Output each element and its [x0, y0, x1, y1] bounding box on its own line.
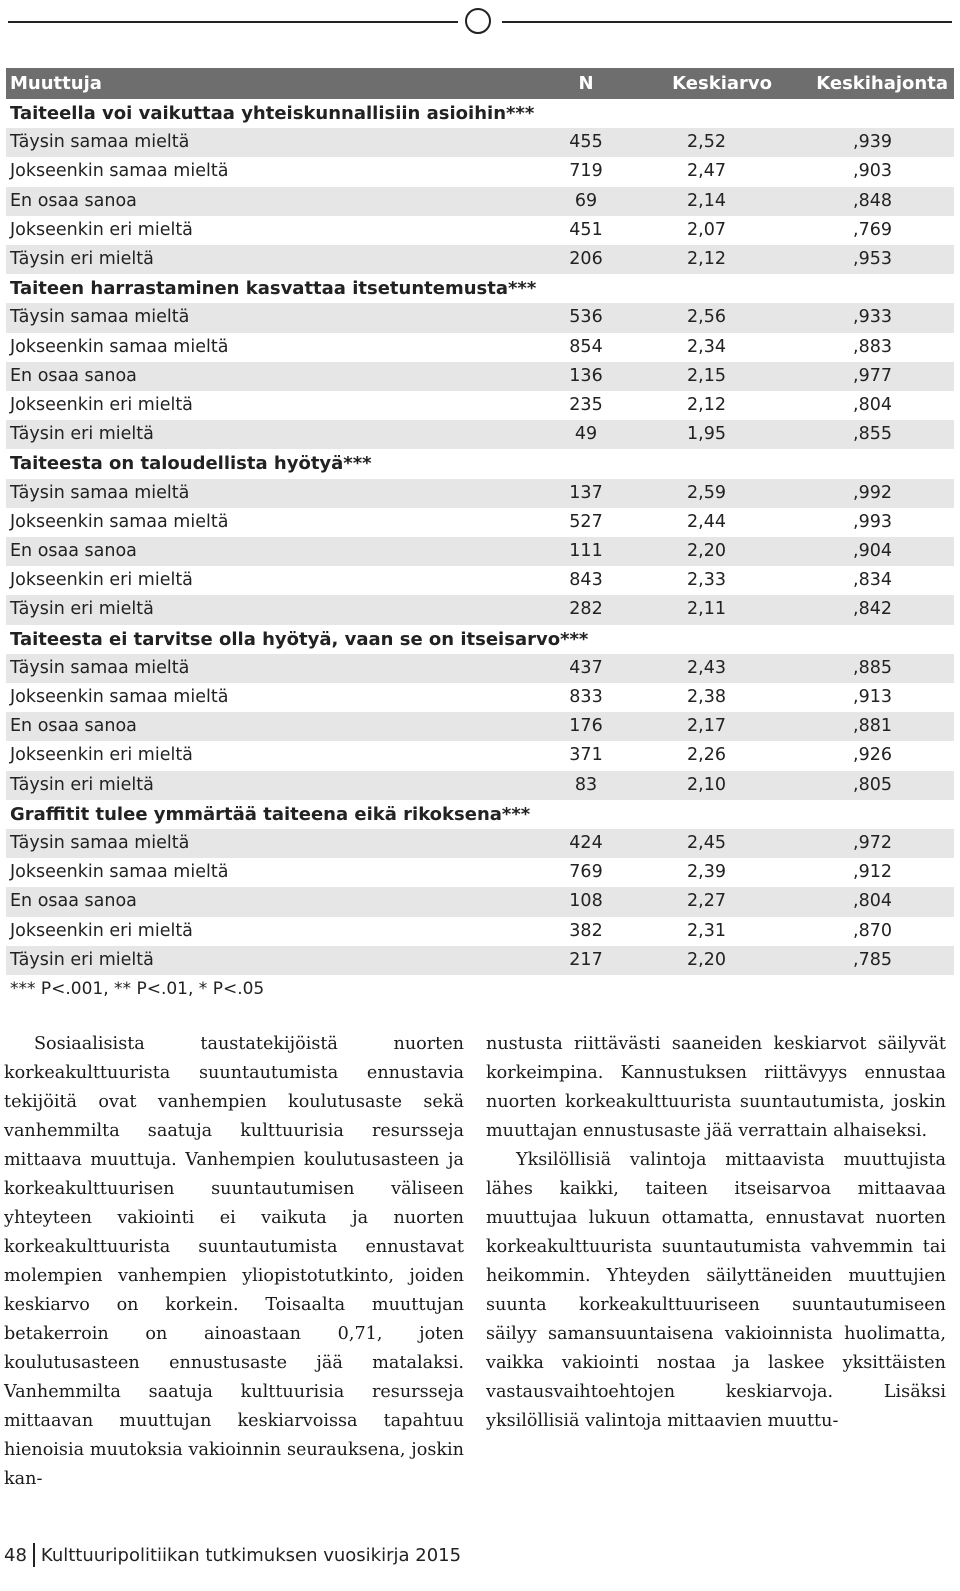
table-row: [6, 128, 954, 157]
group-row: [6, 800, 954, 829]
table-row: [6, 741, 954, 770]
row-label: Täysin samaa mieltä: [6, 654, 526, 683]
row-sd: ,834: [796, 566, 954, 595]
row-sd: ,785: [796, 946, 954, 975]
body-column-left: [4, 1030, 464, 1494]
row-label: Jokseenkin eri mieltä: [6, 917, 526, 946]
header-sd: Keskihajonta: [796, 68, 954, 99]
group-title: Taiteesta ei tarvitse olla hyötyä, vaan se on itseisarvo***: [6, 625, 954, 654]
row-sd: ,842: [796, 595, 954, 624]
row-n: 137: [526, 479, 646, 508]
row-n: 382: [526, 917, 646, 946]
row-mean: 2,20: [646, 946, 796, 975]
table-body: [6, 99, 954, 1004]
table-row: [6, 654, 954, 683]
table-header-row: [6, 68, 954, 99]
row-mean: 2,31: [646, 917, 796, 946]
row-label: Jokseenkin samaa mieltä: [6, 683, 526, 712]
row-mean: 2,07: [646, 216, 796, 245]
row-n: 437: [526, 654, 646, 683]
group-row: [6, 449, 954, 478]
row-n: 108: [526, 887, 646, 916]
row-sd: ,804: [796, 887, 954, 916]
group-row: [6, 99, 954, 128]
row-mean: 2,56: [646, 303, 796, 332]
table-row: [6, 303, 954, 332]
row-n: 235: [526, 391, 646, 420]
page-number: 48: [4, 1544, 27, 1566]
significance-note-row: [6, 975, 954, 1004]
table-row: [6, 333, 954, 362]
row-sd: ,992: [796, 479, 954, 508]
row-label: Täysin samaa mieltä: [6, 829, 526, 858]
row-n: 176: [526, 712, 646, 741]
group-title: Taiteen harrastaminen kasvattaa itsetuntemusta***: [6, 274, 954, 303]
row-n: 282: [526, 595, 646, 624]
row-sd: ,804: [796, 391, 954, 420]
header-ornament: [0, 4, 960, 38]
page-footer: [0, 1540, 461, 1570]
row-sd: ,913: [796, 683, 954, 712]
row-label: En osaa sanoa: [6, 362, 526, 391]
row-label: Jokseenkin samaa mieltä: [6, 157, 526, 186]
ornament-circle-icon: [465, 8, 491, 34]
group-row: [6, 274, 954, 303]
table-row: [6, 771, 954, 800]
row-label: Jokseenkin eri mieltä: [6, 566, 526, 595]
row-label: Täysin samaa mieltä: [6, 128, 526, 157]
row-mean: 2,45: [646, 829, 796, 858]
row-label: Jokseenkin eri mieltä: [6, 216, 526, 245]
row-n: 455: [526, 128, 646, 157]
row-label: Täysin samaa mieltä: [6, 479, 526, 508]
paragraph: Sosiaalisista taustatekijöistä nuorten korkeakulttuurista suuntautumista ennustavia tekijöitä ovat vanhempien koulutusaste sekä vanhemmilta saatuja kulttuurisia resursseja mittaava muuttuja. Vanhempien koulutusasteen ja korkeakulttuurisen suuntautumisen väliseen yhteyteen vakiointi ei vaikuta ja nuorten korkeakulttuurista suuntautumista ennustavat molempien vanhempien yliopistotutkinto, joiden keskiarvo on korkein. Toisaalta muuttujan betakerroin on ainoastaan 0,71, joten koulutusasteen ennustusaste jää matalaksi. Vanhemmilta saatuja kulttuurisia resursseja mittaavan muuttujan keskiarvoissa tapahtuu hienoisia muutoksia vakioinnin seurauksena, joskin kan-: [4, 1034, 464, 1489]
row-mean: 2,12: [646, 391, 796, 420]
row-n: 111: [526, 537, 646, 566]
row-n: 719: [526, 157, 646, 186]
row-sd: ,881: [796, 712, 954, 741]
row-mean: 2,38: [646, 683, 796, 712]
table-row: [6, 508, 954, 537]
row-n: 769: [526, 858, 646, 887]
header-variable: Muuttuja: [6, 68, 526, 99]
row-label: En osaa sanoa: [6, 537, 526, 566]
statistics-table: [6, 68, 954, 1004]
row-sd: ,977: [796, 362, 954, 391]
row-sd: ,769: [796, 216, 954, 245]
table-row: [6, 917, 954, 946]
row-label: En osaa sanoa: [6, 887, 526, 916]
row-mean: 2,47: [646, 157, 796, 186]
row-sd: ,885: [796, 654, 954, 683]
row-label: Täysin eri mieltä: [6, 595, 526, 624]
significance-note: *** P<.001, ** P<.01, * P<.05: [6, 975, 954, 1004]
row-sd: ,870: [796, 917, 954, 946]
row-label: Jokseenkin eri mieltä: [6, 391, 526, 420]
row-mean: 2,34: [646, 333, 796, 362]
row-label: Jokseenkin eri mieltä: [6, 741, 526, 770]
row-label: Täysin samaa mieltä: [6, 303, 526, 332]
row-mean: 2,43: [646, 654, 796, 683]
table-row: [6, 566, 954, 595]
row-n: 69: [526, 187, 646, 216]
row-n: 527: [526, 508, 646, 537]
header-n: N: [526, 68, 646, 99]
row-n: 854: [526, 333, 646, 362]
row-sd: ,848: [796, 187, 954, 216]
row-mean: 2,59: [646, 479, 796, 508]
table-row: [6, 391, 954, 420]
row-sd: ,805: [796, 771, 954, 800]
table-row: [6, 712, 954, 741]
row-n: 49: [526, 420, 646, 449]
group-title: Graffitit tulee ymmärtää taiteena eikä rikoksena***: [6, 800, 954, 829]
table-row: [6, 479, 954, 508]
paragraph-continuation: nustusta riittävästi saaneiden keskiarvot säilyvät korkeimpina. Kannustuksen riittävyys ennustaa nuorten korkeakulttuurista suuntautumista, joskin muuttajan ennustusaste jää verrattain alhaiseksi.: [486, 1034, 946, 1141]
row-mean: 2,11: [646, 595, 796, 624]
row-label: En osaa sanoa: [6, 187, 526, 216]
row-label: Täysin eri mieltä: [6, 245, 526, 274]
row-mean: 2,15: [646, 362, 796, 391]
row-mean: 2,12: [646, 245, 796, 274]
table-row: [6, 595, 954, 624]
table-row: [6, 187, 954, 216]
group-title: Taiteesta on taloudellista hyötyä***: [6, 449, 954, 478]
header-mean: Keskiarvo: [646, 68, 796, 99]
row-sd: ,855: [796, 420, 954, 449]
table-row: [6, 946, 954, 975]
row-sd: ,939: [796, 128, 954, 157]
table-row: [6, 537, 954, 566]
row-mean: 2,14: [646, 187, 796, 216]
row-label: Jokseenkin samaa mieltä: [6, 508, 526, 537]
row-mean: 2,10: [646, 771, 796, 800]
table-row: [6, 245, 954, 274]
ornament-line-left: [8, 21, 458, 23]
row-label: Jokseenkin samaa mieltä: [6, 858, 526, 887]
row-mean: 2,39: [646, 858, 796, 887]
table-row: [6, 362, 954, 391]
row-mean: 2,27: [646, 887, 796, 916]
row-mean: 2,20: [646, 537, 796, 566]
row-n: 83: [526, 771, 646, 800]
row-mean: 2,44: [646, 508, 796, 537]
row-sd: ,904: [796, 537, 954, 566]
row-n: 217: [526, 946, 646, 975]
row-mean: 2,52: [646, 128, 796, 157]
ornament-line-right: [502, 21, 952, 23]
row-n: 424: [526, 829, 646, 858]
row-n: 136: [526, 362, 646, 391]
row-mean: 2,17: [646, 712, 796, 741]
row-sd: ,912: [796, 858, 954, 887]
table-row: [6, 157, 954, 186]
paragraph: Yksilöllisiä valintoja mittaavista muuttujista lähes kaikki, taiteen itseisarvoa mittaavaa muuttujaa lukuun ottamatta, ennustavat nuorten korkeakulttuurista suuntautumista vahvemmin tai heikommin. Yhteyden säilyttäneiden muuttujien suunta korkeakulttuuriseen suuntautumiseen säilyy samansuuntaisena vakioinnista huolimatta, vaikka vakiointi nostaa ja laskee yksittäisten vastausvaihtoehtojen keskiarvoja. Lisäksi yksilöllisiä valintoja mittaavien muuttu-: [486, 1150, 946, 1431]
row-sd: ,953: [796, 245, 954, 274]
row-mean: 2,26: [646, 741, 796, 770]
row-sd: ,903: [796, 157, 954, 186]
table-row: [6, 829, 954, 858]
row-sd: ,883: [796, 333, 954, 362]
table-row: [6, 420, 954, 449]
row-n: 206: [526, 245, 646, 274]
row-label: Jokseenkin samaa mieltä: [6, 333, 526, 362]
row-n: 833: [526, 683, 646, 712]
row-label: En osaa sanoa: [6, 712, 526, 741]
row-n: 371: [526, 741, 646, 770]
row-sd: ,933: [796, 303, 954, 332]
row-label: Täysin eri mieltä: [6, 946, 526, 975]
footer-divider: [33, 1543, 35, 1567]
table-row: [6, 683, 954, 712]
body-column-right: [486, 1030, 946, 1436]
table-row: [6, 216, 954, 245]
row-label: Täysin eri mieltä: [6, 771, 526, 800]
publication-title: Kulttuuripolitiikan tutkimuksen vuosikirja 2015: [40, 1544, 462, 1566]
row-label: Täysin eri mieltä: [6, 420, 526, 449]
row-n: 451: [526, 216, 646, 245]
table-row: [6, 858, 954, 887]
group-row: [6, 625, 954, 654]
group-title: Taiteella voi vaikuttaa yhteiskunnallisiin asioihin***: [6, 99, 954, 128]
row-n: 843: [526, 566, 646, 595]
row-sd: ,972: [796, 829, 954, 858]
row-mean: 2,33: [646, 566, 796, 595]
row-sd: ,993: [796, 508, 954, 537]
row-sd: ,926: [796, 741, 954, 770]
table-row: [6, 887, 954, 916]
row-n: 536: [526, 303, 646, 332]
row-mean: 1,95: [646, 420, 796, 449]
